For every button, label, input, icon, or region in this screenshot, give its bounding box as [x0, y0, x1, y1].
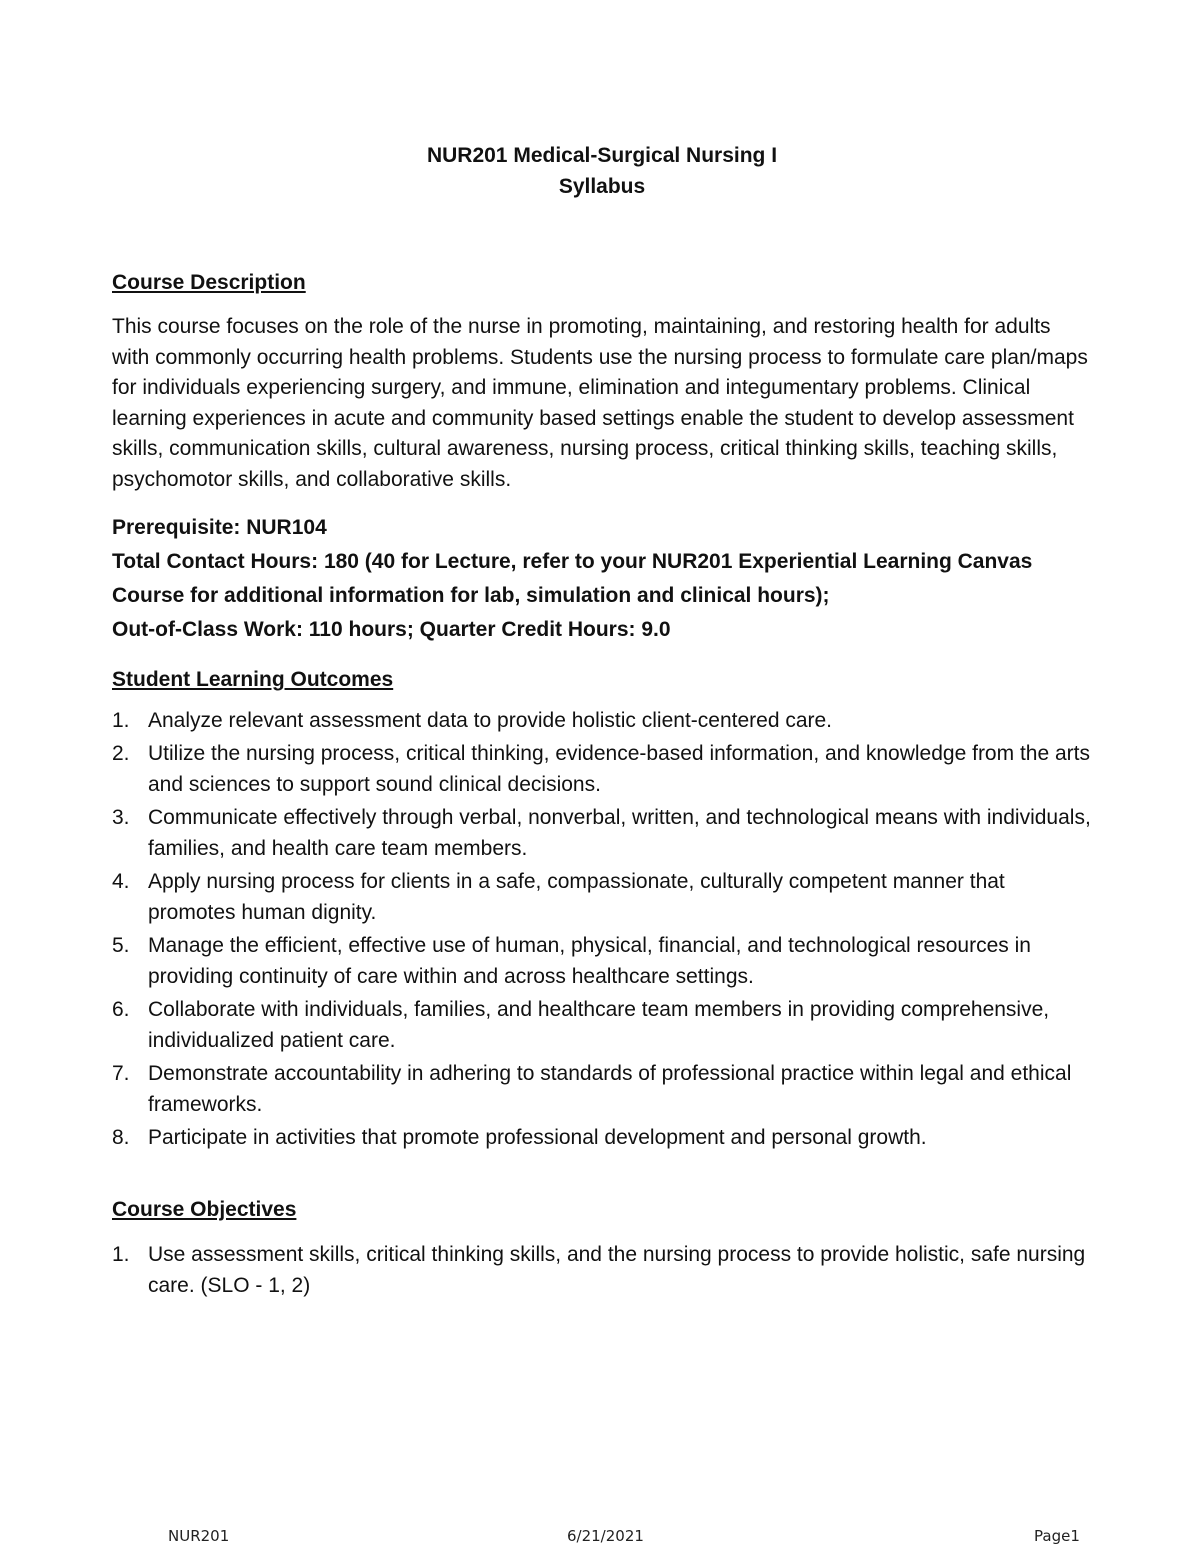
list-item: [112, 994, 1092, 1056]
prerequisite: Prerequisite: NUR104: [112, 516, 327, 539]
list-item-text: Utilize the nursing process, critical thinking, evidence-based information, and knowledge from the arts and sciences to support sound clinical decisions.: [148, 742, 1090, 796]
learning-outcomes-list: [112, 705, 1092, 1153]
list-item-text: Participate in activities that promote professional development and personal growth.: [148, 1126, 927, 1149]
course-description-text: This course focuses on the role of the nurse in promoting, maintaining, and restoring health for adults with commonly occurring health problems. Students use the nursing process to formulate care plan/maps for individuals experiencing surgery, and immune, elimination and integumentary problems. Clinical learning experiences in acute and community based settings enable the student to develop assessment skills, communication skills, cultural awareness, nursing process, critical thinking skills, teaching skills, psychomotor skills, and collaborative skills.: [112, 315, 1088, 491]
list-item: [112, 930, 1092, 992]
list-number: 1.: [112, 1243, 130, 1266]
list-number: 2.: [112, 742, 130, 765]
out-of-class-work: Out-of-Class Work: 110 hours; Quarter Credit Hours: 9.0: [112, 618, 671, 641]
course-objectives-list: [112, 1239, 1092, 1301]
list-number: 4.: [112, 870, 130, 893]
syllabus-page: [112, 140, 1092, 1303]
list-item-text: Apply nursing process for clients in a safe, compassionate, culturally competent manner that promotes human dignity.: [148, 870, 1005, 924]
list-number: 3.: [112, 806, 130, 829]
list-number: 7.: [112, 1062, 130, 1085]
list-item: [112, 1122, 1092, 1153]
document-subtitle: Syllabus: [558, 175, 646, 198]
list-item: [112, 866, 1092, 928]
list-number: 1.: [112, 709, 130, 732]
list-item-text: Communicate effectively through verbal, nonverbal, written, and technological means with individuals, families, and health care team members.: [148, 806, 1091, 860]
list-item: [112, 1239, 1092, 1301]
list-item: [112, 802, 1092, 864]
learning-outcomes-heading: Student Learning Outcomes: [112, 668, 394, 691]
list-item: [112, 1058, 1092, 1120]
course-objectives-heading: Course Objectives: [112, 1198, 297, 1221]
course-description-heading: Course Description: [112, 271, 306, 294]
list-item-text: Manage the efficient, effective use of human, physical, financial, and technological resources in providing continuity of care within and across healthcare settings.: [148, 934, 1031, 988]
page-footer: [0, 1527, 1200, 1549]
footer-course-code: NUR201: [168, 1527, 230, 1545]
document-title: NUR201 Medical-Surgical Nursing I: [426, 144, 778, 167]
list-item-text: Analyze relevant assessment data to provide holistic client-centered care.: [148, 709, 833, 732]
footer-page-number: Page1: [1034, 1527, 1080, 1545]
list-number: 6.: [112, 998, 130, 1021]
list-item-text: Collaborate with individuals, families, and healthcare team members in providing comprehensive, individualized patient care.: [148, 998, 1050, 1052]
total-contact-hours: Total Contact Hours: 180 (40 for Lecture, refer to your NUR201 Experiential Learning Canvas Course for additional information for lab, simulation and clinical hours);: [112, 550, 1033, 607]
list-item: [112, 738, 1092, 800]
list-item-text: Demonstrate accountability in adhering to standards of professional practice within legal and ethical frameworks.: [148, 1062, 1072, 1116]
list-item-text: Use assessment skills, critical thinking skills, and the nursing process to provide holistic, safe nursing care. (SLO - 1, 2): [148, 1243, 1086, 1297]
list-number: 8.: [112, 1126, 130, 1149]
list-item: [112, 705, 1092, 736]
footer-date: 6/21/2021: [567, 1527, 644, 1545]
list-number: 5.: [112, 934, 130, 957]
